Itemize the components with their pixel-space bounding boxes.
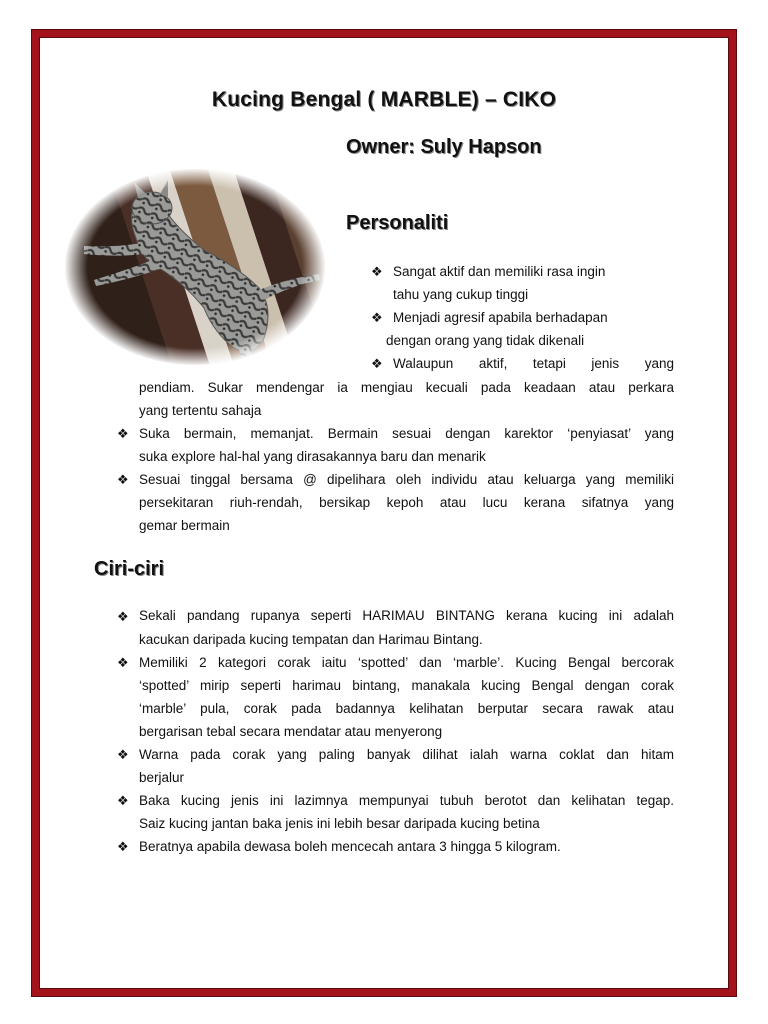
bullet-icon: ❖ — [371, 356, 383, 371]
personaliti-2-line-1: Menjadi agresif apabila berhadapan — [393, 310, 608, 325]
bullet-icon: ❖ — [117, 472, 129, 487]
ciri-4-line-2: Saiz kucing jantan baka jenis ini lebih besar daripada kucing betina — [139, 816, 540, 831]
ciri-5-line-1: Beratnya apabila dewasa boleh mencecah antara 3 hingga 5 kilogram. — [139, 839, 561, 854]
ciri-3-line-2: berjalur — [139, 770, 185, 785]
bullet-icon: ❖ — [371, 310, 383, 325]
bullet-icon: ❖ — [117, 655, 129, 670]
page-title: Kucing Bengal ( MARBLE) – CIKO — [211, 88, 557, 111]
ciri-3-line-1: Warna pada corak yang paling banyak dilihat ialah warna coklat dan hitam — [139, 747, 674, 762]
personaliti-4-line-1: Suka bermain, memanjat. Bermain sesuai dengan karektor ‘penyiasat’ yang — [139, 426, 674, 441]
personaliti-2-line-2: dengan orang yang tidak dikenali — [386, 333, 585, 348]
personaliti-3-line-3: yang tertentu sahaja — [139, 403, 262, 418]
personaliti-3-line-2: pendiam. Sukar mendengar ia mengiau kecuali pada keadaan atau perkara — [139, 380, 674, 395]
ciri-2-line-1: Memiliki 2 kategori corak iaitu ‘spotted’ dan ‘marble’. Kucing Bengal bercorak — [139, 655, 674, 670]
personaliti-5-line-2: persekitaran riuh-rendah, bersikap kepoh atau lucu kerana sifatnya yang — [139, 495, 674, 510]
ciri-1-line-2: kacukan daripada kucing tempatan dan Harimau Bintang. — [139, 632, 483, 647]
cat-photo — [64, 168, 326, 366]
bullet-icon: ❖ — [117, 793, 129, 808]
ciri-4-line-1: Baka kucing jenis ini lazimnya mempunyai tubuh berotot dan kelihatan tegap. — [139, 793, 674, 808]
section-heading-personaliti: Personaliti — [346, 212, 449, 234]
personaliti-1-line-2: tahu yang cukup tinggi — [393, 287, 529, 302]
ciri-2-line-3: ‘marble’ pula, corak pada badannya kelihatan berputar secara rawak atau — [139, 701, 674, 716]
personaliti-4-line-2: suka explore hal-hal yang dirasakannya baru dan menarik — [139, 449, 486, 464]
bullet-icon: ❖ — [117, 747, 129, 762]
personaliti-1-line-1: Sangat aktif dan memiliki rasa ingin — [393, 264, 606, 279]
personaliti-3-line-1: Walaupun aktif, tetapi jenis yang — [393, 356, 674, 371]
bullet-icon: ❖ — [117, 839, 129, 854]
owner-line: Owner: Suly Hapson — [346, 136, 542, 158]
bullet-icon: ❖ — [117, 426, 129, 441]
personaliti-5-line-1: Sesuai tinggal bersama @ dipelihara oleh individu atau keluarga yang memiliki — [139, 472, 674, 487]
bullet-icon: ❖ — [117, 609, 129, 624]
ciri-2-line-4: bergarisan tebal secara mendatar atau menyerong — [139, 724, 443, 739]
ciri-1-line-1: Sekali pandang rupanya seperti HARIMAU BINTANG kerana kucing ini adalah — [139, 608, 674, 623]
personaliti-5-line-3: gemar bermain — [139, 518, 230, 533]
section-heading-ciri-ciri: Ciri-ciri — [94, 558, 165, 580]
bullet-icon: ❖ — [371, 264, 383, 279]
ciri-2-line-2: ‘spotted’ mirip seperti harimau bintang, manakala kucing Bengal dengan corak — [139, 678, 674, 693]
